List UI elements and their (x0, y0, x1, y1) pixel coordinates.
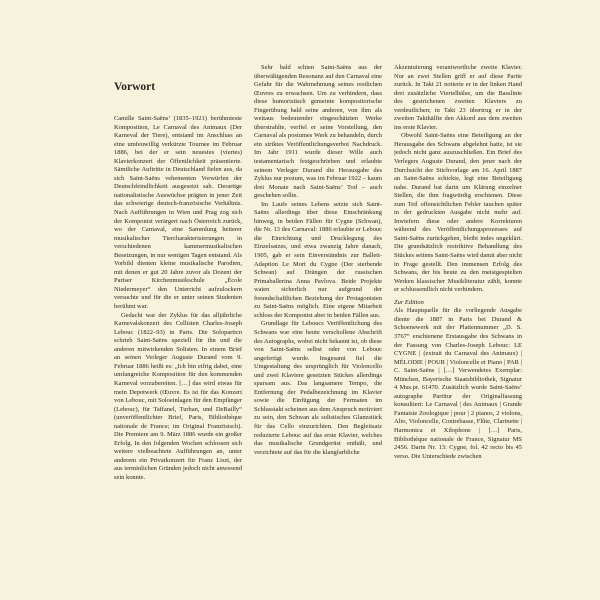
paragraph: Grundlage für Leboucs Veröffentlichung des Schwans war eine heute verschollene Abschrift des Autographs, wobei nicht bekannt ist, ob diese von Saint-Saëns selbst oder von Lebouc angefertigt wurde. Insgesamt fiel die Umgestaltung des ursprünglich für Violoncello und zwei Klaviere gesetzten Stückes allerdings sparsam aus. Das langsamere Tempo, die Entfernung der Pedalbezeichnung im Klavier sowie die Einfügung der Fermaten im Schlusstakt scheinen aus dem Anspruch motiviert zu sein, den Schwan als solistisches Glanzstück für das Cello einzurichten. Den Begleitsatz reduzierte Lebouc auf das erste Klavier, welches das musikalische Grundgerüst enthält, und verzichtete auf das für die klangfarbliche (254, 320, 382, 456)
paragraph: Obwohl Saint-Saëns eine Beteiligung an der Herausgabe des Schwans abgelehnt hatte, ist sie jedoch nicht ganz auszuschließen. Ein Brief des Verlegers Auguste Durand, den jener nach der Durchsicht der Stichvorlage am 16. April 1887 an Saint-Saëns schickte, legt eine Beteiligung nahe. Durand bat darin um Klärung einzelner Stellen, die ihm fragwürdig erschienen. Diese zum Teil offensichtlichen Fehler tauchen später in der gedruckten Ausgabe nicht mehr auf. Inwiefern diese oder andere Korrekturen während des Veröffentlichungsprozesses auf Saint-Saëns zurückgehen, bleibt indes ungeklärt. Die grundsätzlich restriktive Behandlung des Stückes seitens Saint-Saëns wird damit aber nicht in Frage gestellt. Den immensen Erfolg des Schwans, der bis heute zu den meistgespielten Werken klassischer Musikliteratur zählt, konnte er schlussendlich nicht verhindern. (394, 132, 522, 294)
column-1 (114, 64, 242, 580)
paragraph: Sehr bald schien Saint-Saëns aus der überwältigenden Resonanz auf den Carnaval eine Gefahr für die Wahrnehmung seines restlichen Œuvres zu erwachsen. Um zu verhindern, dass diese humoristisch gemeinte kompositorische Fingerübung bald seine anderen, von ihm als weitaus bedeutender eingeschätzten Werke überstrahlte, verfiel er seine Vorstellung, den Carnaval als postumes Werk zu behandeln, durch ein striktes Veröffentlichungsverbot Nachdruck. Im Jahr 1911 wurde dieser Wille auch testamentarisch festgeschrieben und erlaubte seinem Verleger Durand die Herausgabe des Zyklus nur postum, was im Februar 1922 – kaum drei Monate nach Saint-Saëns’ Tod – auch geschehen sollte. (254, 64, 382, 200)
paragraph: Im Laufe seines Lebens setzte sich Saint-Saëns allerdings über diese Einschränkung hinweg, in beiden Fällen für Cygne (Schwan), die Nr. 13 des Carnaval: 1886 erlaubte er Lebouc die Einrichtung und Drucklegung des Einzelsatzes, und etwa zwanzig Jahre danach, 1905, gab er sein Einverständnis zur Ballett-Adaption Le Mort du Cygne (Der sterbende Schwan) auf Drängen der russischen Primaballerina Anna Pavlova. Beide Projekte waten sicherlich nur aufgrund der freundschaftlichen Beziehung der Protagonisten zu Saint-Saëns möglich. Eine eigene Mitarbeit schloss der Komponist aber in beiden Fällen aus. (254, 200, 382, 319)
column-3 (394, 64, 522, 580)
page-title: Vorwort (114, 81, 156, 93)
paragraph: Gedacht war der Zyklus für das alljährliche Karnevalskonzert des Cellisten Charles-Joseph Lebouc (1822–93) in Paris. Die Soloparticn schrieb Saint-Saëns speziell für ihn und die anderen mitwirkenden Solisten. In einem Brief an seinen Verleger Auguste Durand vom 9. Februar 1886 heißt es: „Ich bin eifrig dabei, eine umfangreiche Komposition für den kommenden Karneval vorzubereiten. […] das wird etwas für mein Depotwerk (Œuvre. Es ist für das Konzert von Lebouc, mit Soloeinlagen für den Empfänger (Lebouc), für Taffanel, Turban, und DeBailly“ (unveröffentlichter Brief, Paris, Bibliothèque nationale de France; im Original Französisch). Die Premiere am 9. März 1886 wurde ein großer Erfolg. In den folgenden Wochen schlossen sich weitere vielbeachtete Aufführungen an, unter anderem ein Privatkonzert für Franz Liszt, der aus terminlichen Gründen jedoch nicht anwesend sein konnte. (114, 311, 242, 481)
section-heading: Zur Edition (394, 298, 424, 306)
paragraph: Akzentuierung verantwortliche zweite Klavier. Nur an zwei Stellen griff er auf diese Partie zurück. In Takt 21 notierte er in der linken Hand drei zusätzliche Viertelhälse, um die Basslinie des gestrichenen zweiten Klaviers zu verdeutlichen; in Takt 23 übertrug er in der zweiten Takthälfte den Akkord aus dem zweiten ins erste Klavier. (394, 64, 522, 131)
column-2 (254, 64, 382, 580)
paragraph: Als Hauptquelle für die vorliegende Ausgabe diente die 1887 in Paris bei Durand & Schoenewerk mit der Plattennummer „D. S. 3767“ erschienene Erstausgabe des Schwans in der Fassung von Charles-Joseph Lebouc: LE CYGNE | (extrait du Carnaval des Animaux) | MÉLODIE | POUR | Violoncelle et Piano | PAR | C. Saint-Saëns | […] Verwendetes Exemplar: München, Bayerische Staatsbibliothek, Signatur 4 Mus.pr. 61470. Zusätzlich wurde Saint-Saëns’ autographe Partitur der Originalfassung konsultiert: Le Carnaval | des Animaux | Grande Fantaisie Zoologique | pour | 2 pianos, 2 violons, Alto, Violoncelle, Contrebasse, Flûte, Clarinette | Harmonica et Xilophone | […] Paris, Bibliothèque nationale de France, Signatur MS 2456. Darin Nr. 13: Cygne, fol. 42 recto bis 45 verso. Die Unterschiede zwischen (394, 307, 522, 460)
paragraph: Camille Saint-Saëns’ (1835–1921) berühmteste Komposition, Le Carnaval des Animaux (Der Karneval der Tiere), entstand im Anschluss an eine umfeuwillig verkürzte Tournee im Februar 1886, bei der er sein neuestes (viertes) Klavierkonzert der Öffentlichkeit präsentierte. Sämtliche Auftritte in Deutschland fielen aus, da sich Saint-Saëns vehementen Vorwürfen der Deutschfeindlichkeit ausgesetzt sah. Derartige nationalistische Auswüchse prägten in jener Zeit das schwierige deutsch-französische Verhältnis. Nach Aufführungen in Wien und Prag zog sich der Komponist verärgert nach Österreich zurück, wo der Carnaval, eine Sammlung heiterer musikalischer Tiercharakterisierungen in verschiedenen kammermusikalischen Besetzungen, in nur wenigen Tagen entstand. Als Vorbild dienten kleine musikalische Parodien, mit denen er gut 20 Jahre zuvor als Dozent der Pariser Kirchenmusikschule „École Niedermeyer“ den Unterricht aufzulockern versuchte und für die er unter seinen Studenten berühmt war. (114, 115, 242, 311)
